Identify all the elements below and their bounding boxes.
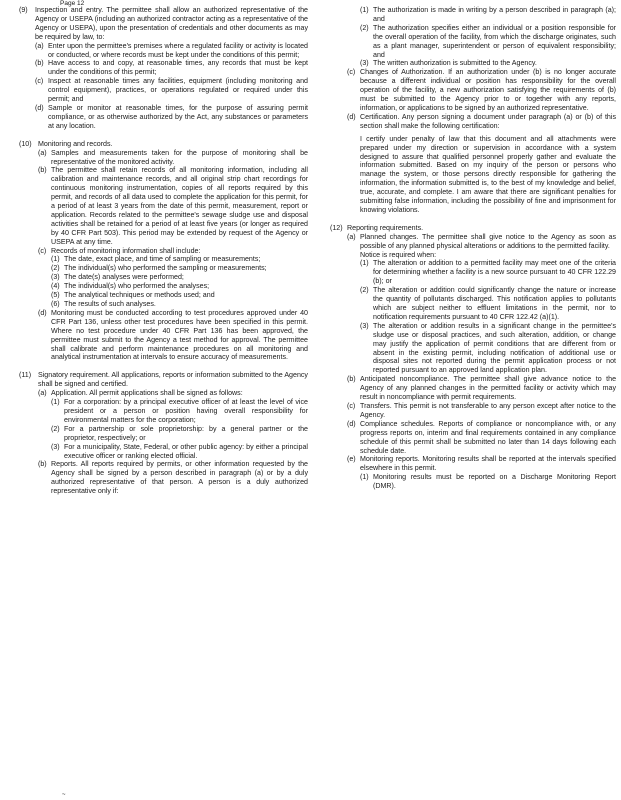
section-10-item-b: (b) The permittee shall retain records of all monitoring information, including all calibration and maintenance records, and all original strip chart recordings for continuous monitoring instrumentation, copies of all reports required by this permit, and records of all data used to complete the application for this permit, for a period of at least 3 years from the date of this permit, measurement, report or application. Records related to the permittee's sewage sludge use and disposal activities shall be retained for a period of at least five years (or longer as required by 40 CFR Part 503). This period may be extended by request of the Agency or USEPA at any time. <box>38 166 308 246</box>
list-item: (2) The individual(s) who performed the sampling or measurements; <box>51 264 267 273</box>
section-10-label: (10) <box>19 139 32 148</box>
section-11-intro: All applications, reports or information submitted to the Agency shall be signed and certified. <box>38 371 308 389</box>
section-9-item-c: (c) Inspect at reasonable times any facilities, equipment (including monitoring and control equipment), practices, or operations regulated or required under this permit; and <box>35 77 308 104</box>
list-item: (3) The written authorization is submitted to the Agency. <box>360 59 537 68</box>
list-item: (1) For a corporation: by a principal executive officer of at least the level of vice president or a person or position having overall responsibility for environmental matters for the corporation; <box>51 398 308 424</box>
page-number: Page 12 <box>60 0 85 7</box>
footer-mark: ~ <box>62 792 66 798</box>
list-item: (3) The date(s) analyses were performed; <box>51 273 184 282</box>
left-column <box>19 6 308 496</box>
section-9-intro: The permittee shall allow an authorized representative of the Agency or USEPA (including an authorized contractor acting as a representative of the Agency or USEPA), upon the presentation of credentials and other documents as may be required by law, to: <box>35 6 308 41</box>
section-9 <box>19 6 308 131</box>
section-12-item-b: (b) Anticipated noncompliance. The permittee shall give advance notice to the Agency of any planned changes in the permitted facility or activity which may result in noncompliance with permit requirements. <box>347 375 617 402</box>
section-11-item-a: (a) Application. All permit applications shall be signed as follows: (1) For a corporation: by a principal executive officer of at least the level of vice president or a person or position having overall responsibility for environmental matters for the corporation; (2) For a partnership or sole proprietorship: by a general partner or the proprietor, respectively; or (3) For a municipality, State, Federal, or other public agency: by either a principal executive officer or ranking elected official. <box>38 389 308 460</box>
section-9-item-a: (a) Enter upon the permittee's premises where a regulated facility or activity is located or conducted, or where records must be kept under the conditions of this permit; <box>35 41 308 59</box>
list-item: (1) The authorization is made in writing by a person described in paragraph (a); and <box>360 6 616 23</box>
list-item: (3) For a municipality, State, Federal, or other public agency: by either a principal executive officer or ranking elected official. <box>51 442 308 460</box>
section-9-item-b: (b) Have access to and copy, at reasonable times, any records that must be kept under the conditions of this permit; <box>35 59 308 77</box>
section-9-title: Inspection and entry. <box>35 6 104 14</box>
list-item: (5) The analytical techniques or methods used; and <box>51 291 215 300</box>
list-item: (2) The authorization specifies either an individual or a position responsible for the overall operation of the facility, from which the discharge originates, such as a plant manager, superintendent or person of equivalent responsibility; and <box>360 23 616 59</box>
section-11-item-d: (d) Certification. Any person signing a document under paragraph (a) or (b) of this section shall make the following certification: <box>347 112 616 130</box>
list-item: (1) Monitoring results must be reported on a Discharge Monitoring Report (DMR). <box>360 473 616 491</box>
section-12 <box>330 224 616 491</box>
section-12-item-a: (a) Planned changes. The permittee shall give notice to the Agency as soon as possible of any planned physical alterations or additions to the permitted facility. Notice is required when: (1) The alteration or addition to a permitted facility may meet one of the criteria for determining whether a facility is a new source pursuant to 40 CFR 122.29 (b); or (2) The alteration or addition could significantly change the nature or increase the quantity of pollutants discharged. This notification applies to pollutants which are subject neither to effluent limitations in the permit, nor to notification requirements pursuant to 40 CFR 122.42 (a)(1). (3) The alteration or addition results in a significant change in the permittee's sludge use or disposal practices, and such alteration, addition, or change may justify the application of permit conditions that are different from or absent in the existing permit, including notification of additional use or disposal sites not reported during the permit application process or not reported pursuant to an approved land application plan. <box>347 232 617 375</box>
list-item: (6) The results of such analyses. <box>51 300 156 308</box>
section-11-item-c: (c) Changes of Authorization. If an authorization under (b) is no longer accurate because a different individual or position has responsibility for the overall operation of the facility, a new authorization satisfying the requirements of (b) must be submitted to the Agency prior to or together with any reports, information, or applications to be signed by an authorized representative. <box>347 68 616 112</box>
section-10 <box>19 140 308 363</box>
section-11-label: (11) <box>19 371 32 380</box>
section-12-label: (12) <box>330 223 343 232</box>
list-item: (2) For a partnership or sole proprietorship: by a general partner or the proprietor, respectively; or <box>51 424 308 442</box>
section-12-title: Reporting requirements. <box>347 223 424 232</box>
section-9-label: (9) <box>19 6 28 14</box>
section-11-item-b: (b) Reports. All reports required by permits, or other information requested by the Agency shall be signed by a person described in paragraph (a) or by a duly authorized representative of that person. A person is a duly authorized representative only if: <box>38 460 308 496</box>
section-11 <box>19 371 308 496</box>
section-12-item-e: (e) Monitoring reports. Monitoring results shall be reported at the intervals specified elsewhere in this permit. (1) Monitoring results must be reported on a Discharge Monitoring Report (DMR). <box>347 455 616 491</box>
section-10-title: Monitoring and records. <box>38 139 113 148</box>
list-item: (3) The alteration or addition results in a significant change in the permittee's sludge use or disposal practices, and such alteration, addition, or change may justify the application of permit conditions that are different from or absent in the existing permit, including notification of additional use or disposal sites not reported during the permit application process or not reported pursuant to an approved land application plan. <box>360 321 616 375</box>
section-11-title: Signatory requirement. <box>38 371 110 380</box>
section-10-item-c: (c) Records of monitoring information shall include: (1) The date, exact place, and time of sampling or measurements; (2) The individual(s) who performed the sampling or measurements; (3) The date(s) analyses were performed; (4) The individual(s) who performed the analyses; (5) The analytical techniques or methods used; and (6) The results of such analyses. <box>38 247 308 309</box>
section-12-item-c: (c) Transfers. This permit is not transferable to any person except after notice to the Agency. <box>347 401 616 419</box>
section-12-item-d: (d) Compliance schedules. Reports of compliance or noncompliance with, or any progress reports on, interim and final requirements contained in any compliance schedule of this permit shall be submitted no later than 14 days following each schedule date. <box>347 419 616 455</box>
certification-statement: I certify under penalty of law that this document and all attachments were prepared under my direction or supervision in accordance with a system designed to assure that qualified personnel properly gather and evaluate the information submitted. Based on my inquiry of the person or persons who manage the system, or those persons directly responsible for gathering the information, the information submitted is, to the best of my knowledge and belief, true, accurate, and complete. I am aware that there are significant penalties for submitting false information, including the possibility of fine and imprisonment for knowing violations. <box>360 134 616 214</box>
list-item: (1) The alteration or addition to a permitted facility may meet one of the criteria for determining whether a facility is a new source pursuant to 40 CFR 122.29 (b); or <box>360 259 616 286</box>
list-item: (2) The alteration or addition could significantly change the nature or increase the quantity of pollutants discharged. This notification applies to pollutants which are subject neither to effluent limitations in the permit, nor to notification requirements pursuant to 40 CFR 122.42 (a)(1). <box>360 286 616 321</box>
list-item: (1) The date, exact place, and time of sampling or measurements; <box>51 255 261 264</box>
section-9-item-d: (d) Sample or monitor at reasonable times, for the purpose of assuring permit compliance, or as otherwise authorized by the Act, any substances or parameters at any location. <box>35 103 308 130</box>
list-item: (4) The individual(s) who performed the analyses; <box>51 282 210 291</box>
section-10-item-a: (a) Samples and measurements taken for the purpose of monitoring shall be representative of the monitored activity. <box>38 148 308 166</box>
right-column <box>330 6 616 491</box>
section-10-item-d: (d) Monitoring must be conducted according to test procedures approved under 40 CFR Part 136, unless other test procedures have been specified in this permit. Where no test procedure under 40 CFR Part 136 has been approved, the permittee must submit to the Agency a test method for approval. The permittee shall calibrate and perform maintenance procedures on all monitoring and analytical instrumentation at intervals to ensure accuracy of measurements. <box>38 308 308 362</box>
